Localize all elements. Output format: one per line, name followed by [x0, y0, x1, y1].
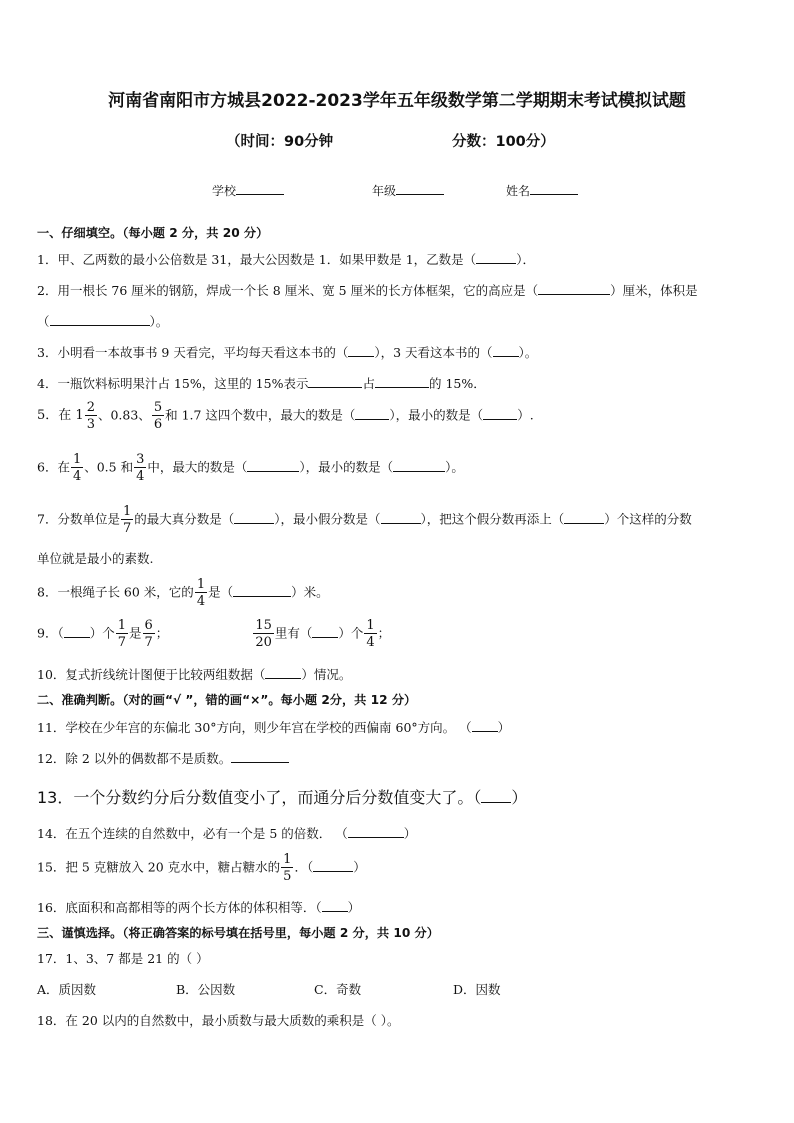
section-3-heading: 三、谨慎选择。（将正确答案的标号填在括号里，每小题 2 分，共 10 分）	[37, 926, 439, 940]
q11-blank[interactable]	[472, 719, 498, 732]
q8-text: 8．一根绳子长 60 米，它的	[37, 584, 194, 600]
q17-option-c[interactable]: C．奇数	[314, 982, 362, 997]
q4-text-3: 的 15%．	[428, 376, 486, 391]
frac-den: 7	[122, 521, 132, 536]
question-1	[37, 251, 535, 268]
question-10	[37, 666, 351, 683]
question-16	[37, 899, 360, 916]
q4-blank-2[interactable]	[375, 375, 429, 388]
q10-text-2: ）情况。	[301, 667, 352, 682]
frac-num: 15	[255, 618, 272, 633]
q4-text-2: 占	[362, 376, 375, 391]
q9-text-3: 是	[129, 625, 142, 641]
school-label: 学校	[212, 184, 237, 198]
q6-blank-2[interactable]	[393, 459, 445, 472]
frac-den: 7	[117, 635, 126, 650]
frac-num: 6	[144, 618, 153, 633]
q1-end: ）．	[516, 252, 535, 267]
frac-den: 4	[366, 635, 375, 650]
fraction-fifteen-twentieths	[253, 619, 274, 649]
q8-text-3: ）米。	[291, 584, 329, 600]
q14-text: 14．在五个连续的自然数中，必有一个是 5 的倍数． （	[37, 826, 348, 841]
q5-text-3: 和 1.7 这四个数中，最大的数是（	[165, 407, 356, 423]
q7-blank-2[interactable]	[381, 511, 421, 524]
q6-text-5: ）。	[445, 459, 464, 475]
grade-label: 年级	[372, 184, 397, 198]
frac-num: 1	[366, 618, 375, 633]
q6-text-4: ），最小的数是（	[299, 459, 394, 475]
q15-text-3: ）	[353, 859, 366, 875]
question-7-cont: 单位就是最小的素数.	[37, 551, 154, 566]
q7-text-4: ），把这个假分数再添上（	[420, 511, 565, 527]
fraction-one-quarter-q8	[195, 578, 207, 608]
fraction-one-quarter-q9	[364, 619, 376, 649]
q9-text-4: ；	[155, 625, 169, 641]
q13-blank[interactable]	[481, 787, 511, 803]
q5-blank-2[interactable]	[483, 407, 517, 420]
question-7	[37, 505, 692, 535]
q3-text-2: ），3 天看这本书的（	[374, 345, 493, 360]
q2-blank-1[interactable]	[538, 282, 610, 295]
q14-blank[interactable]	[348, 825, 404, 838]
grade-field[interactable]	[372, 182, 444, 199]
q9-text-5: 里有（	[274, 625, 313, 641]
q13-text: 13．一个分数约分后分数值变小了，而通分后分数值变大了。（	[37, 788, 482, 807]
q11-text: 11．学校在少年宫的东偏北 30°方向，则少年宫在学校的西偏南 60°方向。 （	[37, 720, 472, 735]
q3-blank-2[interactable]	[493, 344, 519, 357]
name-field[interactable]	[506, 182, 578, 199]
q2-text-3: （	[37, 314, 50, 329]
q17-option-d[interactable]: D．因数	[453, 982, 501, 997]
frac-den: 20	[255, 635, 272, 650]
fraction-one-seventh-q9	[116, 619, 128, 649]
q6-text-3: 中，最大的数是（	[147, 459, 248, 475]
name-blank[interactable]	[530, 182, 578, 195]
q7-blank-3[interactable]	[564, 511, 604, 524]
q10-blank[interactable]	[265, 666, 301, 679]
q16-text: 16．底面积和高都相等的两个长方体的体积相等．（	[37, 900, 322, 915]
q12-blank[interactable]	[231, 750, 289, 763]
school-blank[interactable]	[236, 182, 284, 195]
q6-text-2: 、0.5 和	[84, 459, 134, 475]
q9-text: 9．（	[37, 625, 64, 641]
q4-blank-1[interactable]	[308, 375, 362, 388]
page-title: 河南省南阳市方城县2022-2023学年五年级数学第二学期期末考试模拟试题	[108, 91, 686, 111]
score-label: 分数：100分）	[452, 134, 555, 150]
frac-den: 4	[72, 469, 82, 484]
frac-num: 1	[72, 452, 82, 467]
question-9	[37, 619, 390, 649]
q12-text: 12．除 2 以外的偶数都不是质数。	[37, 751, 232, 766]
frac-num: 2	[86, 400, 95, 415]
q7-text-3: ），最小假分数是（	[274, 511, 381, 527]
q5-blank-1[interactable]	[355, 407, 389, 420]
q17-option-b[interactable]: B．公因数	[176, 982, 236, 997]
q5-text-4: ），最小的数是（	[389, 407, 484, 423]
frac-num: 1	[117, 618, 126, 633]
q9-blank-1[interactable]	[64, 625, 90, 638]
frac-den: 4	[196, 594, 206, 609]
q16-text-2: ）	[347, 900, 361, 915]
question-14	[37, 825, 416, 842]
question-12	[37, 750, 289, 767]
question-17: 17．1、3、7 都是 21 的（ ）	[37, 951, 209, 966]
q3-text: 3．小明看一本故事书 9 天看完，平均每天看这本书的（	[37, 345, 349, 360]
q7-text: 7．分数单位是	[37, 511, 120, 527]
frac-num: 5	[153, 400, 163, 415]
q5-text-2: 、0.83、	[97, 407, 151, 423]
q1-text: 1．甲、乙两数的最小公倍数是 31，最大公因数是 1．如果甲数是 1，乙数是（	[37, 252, 477, 267]
q8-text-2: 是（	[208, 584, 234, 600]
question-6	[37, 453, 464, 483]
question-2-cont	[37, 313, 168, 330]
frac-den: 7	[144, 635, 153, 650]
q3-blank-1[interactable]	[348, 344, 374, 357]
section-2-heading: 二、准确判断。（对的画“√ ”，错的画“×”。每小题 2分，共 12 分）	[37, 693, 417, 707]
q5-text: 5．在 1	[37, 408, 84, 423]
q11-text-2: ）	[497, 720, 511, 735]
q8-blank[interactable]	[233, 584, 291, 597]
q9-text-6: ）个	[338, 625, 364, 641]
frac-den: 3	[86, 417, 95, 432]
question-18: 18．在 20 以内的自然数中，最小质数与最大质数的乘积是（ ）。	[37, 1013, 400, 1028]
fraction-three-quarters	[134, 453, 146, 483]
q14-text-2: ）	[403, 826, 417, 841]
q2-text-4: ）。	[149, 314, 169, 329]
q9-blank-2[interactable]	[312, 625, 338, 638]
question-13	[37, 787, 527, 806]
question-5	[37, 401, 534, 431]
time-label: （时间：90分钟	[226, 134, 334, 150]
fraction-five-sixths	[152, 401, 164, 431]
q13-text-2: ）	[511, 788, 528, 807]
fraction-six-sevenths	[143, 619, 155, 649]
fraction-two-thirds	[85, 401, 97, 431]
q15-text: 15．把 5 克糖放入 20 克水中，糖占糖水的	[37, 859, 281, 875]
q3-text-3: ）。	[518, 345, 538, 360]
frac-den: 5	[283, 869, 292, 884]
frac-num: 1	[283, 852, 292, 867]
name-label: 姓名	[506, 184, 531, 198]
fraction-one-quarter	[71, 453, 83, 483]
question-4	[37, 375, 486, 392]
frac-den: 4	[136, 469, 145, 484]
section-1-heading: 一、仔细填空。（每小题 2 分，共 20 分）	[37, 226, 269, 240]
question-15	[37, 853, 366, 883]
q7-text-2: 的最大真分数是（	[134, 511, 235, 527]
q7-text-5: ）个这样的分数	[604, 511, 692, 527]
fraction-one-seventh	[121, 505, 133, 535]
frac-num: 1	[122, 504, 132, 519]
frac-den: 6	[153, 417, 163, 432]
school-field[interactable]	[212, 182, 284, 199]
question-11	[37, 719, 510, 736]
q17-option-a[interactable]: A．质因数	[37, 982, 97, 997]
q6-text: 6．在	[37, 459, 70, 475]
question-8	[37, 578, 329, 608]
grade-blank[interactable]	[396, 182, 444, 195]
q2-text-2: ）厘米，体积是	[610, 283, 698, 298]
frac-num: 1	[196, 577, 206, 592]
q5-text-5: ）.	[517, 407, 534, 423]
q2-text: 2．用一根长 76 厘米的钢筋，焊成一个长 8 厘米、宽 5 厘米的长方体框架，它的高应是（	[37, 283, 539, 298]
question-3	[37, 344, 537, 361]
frac-num: 3	[136, 452, 145, 467]
q1-blank[interactable]	[476, 251, 516, 264]
q7-blank-1[interactable]	[234, 511, 274, 524]
q15-text-2: ．（	[294, 859, 314, 875]
question-2	[37, 282, 698, 299]
q9-text-2: ）个	[89, 625, 115, 641]
q9-text-7: ；	[377, 625, 391, 641]
fraction-one-fifth	[281, 853, 293, 883]
q2-blank-2[interactable]	[50, 313, 150, 326]
q16-blank[interactable]	[322, 899, 348, 912]
q4-text: 4．一瓶饮料标明果汁占 15%，这里的 15%表示	[37, 376, 309, 391]
q6-blank-1[interactable]	[247, 459, 299, 472]
q15-blank[interactable]	[313, 859, 353, 872]
q10-text: 10．复式折线统计图便于比较两组数据（	[37, 667, 266, 682]
